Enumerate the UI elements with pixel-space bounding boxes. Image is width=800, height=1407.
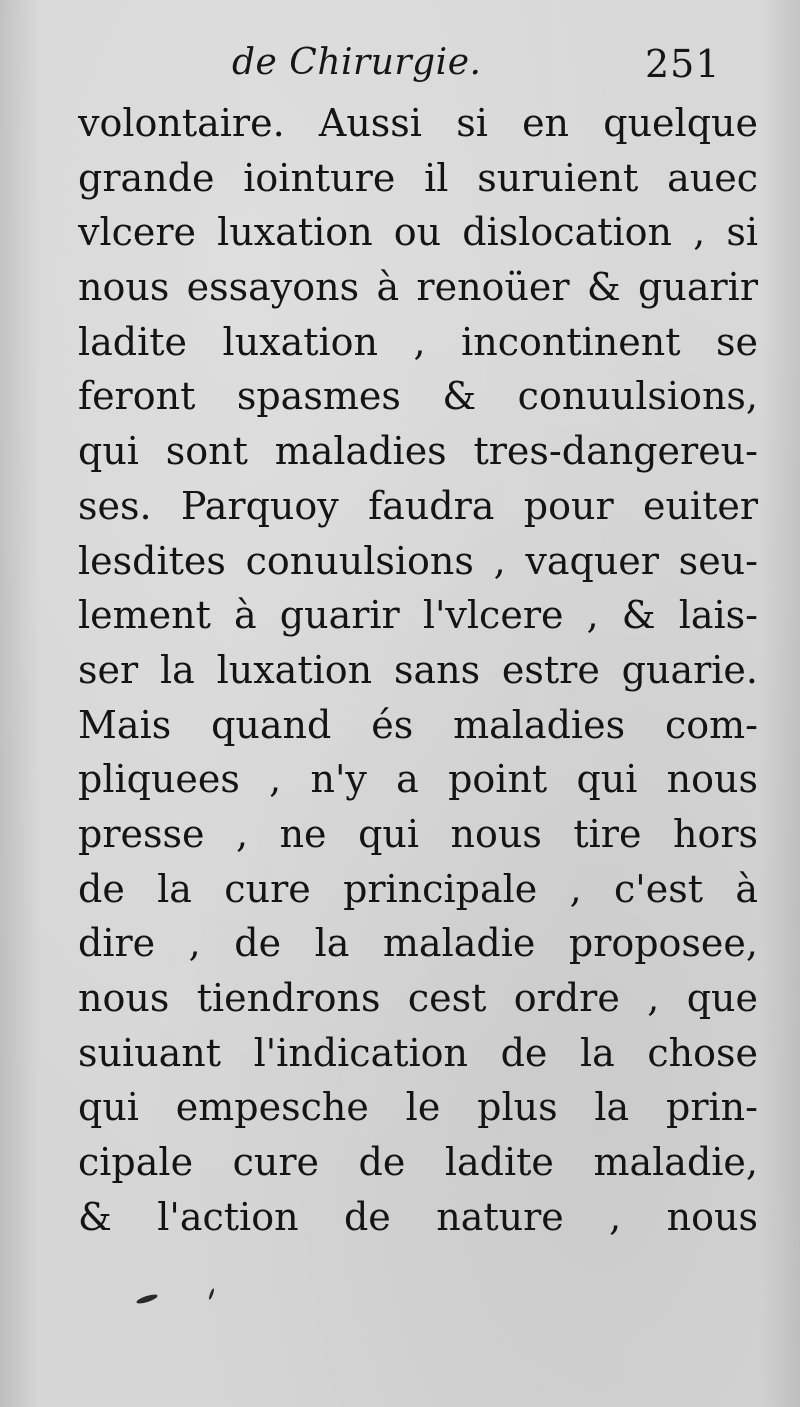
text-line: qui sont maladies tres-dangereu-: [78, 429, 758, 474]
text-line: feront spasmes & conuulsions,: [78, 374, 758, 419]
ink-speck: [208, 1288, 215, 1300]
text-line: de la cure principale , c'est à: [78, 866, 758, 911]
ink-speck: [136, 1293, 159, 1306]
text-line: pliquees , n'y a point qui nous: [78, 757, 758, 802]
text-line: & l'action de nature , nous: [78, 1194, 758, 1239]
text-line: volontaire. Aussi si en quelque: [78, 101, 758, 145]
text-line: cipale cure de ladite maladie,: [78, 1140, 758, 1185]
text-line: lement à guarir l'vlcere , & lais-: [78, 593, 758, 638]
text-line: Mais quand és maladies com-: [78, 702, 758, 747]
text-line: vlcere luxation ou dislocation , si: [78, 210, 758, 255]
text-line: suiuant l'indication de la chose: [78, 1030, 758, 1075]
text-line: dire , de la maladie proposee,: [78, 921, 758, 966]
text-line: lesdites conuulsions , vaquer seu-: [78, 538, 758, 583]
text-line: ladite luxation , incontinent se: [78, 319, 758, 364]
text-line: nous tiendrons cest ordre , que: [78, 976, 758, 1020]
text-line: qui empesche le plus la prin-: [78, 1085, 758, 1130]
running-head: [0, 42, 800, 92]
text-line: grande iointure il suruient auec: [78, 155, 758, 200]
running-head-title: de Chirurgie.: [232, 42, 482, 83]
text-line: ser la luxation sans estre guarie.: [78, 647, 758, 692]
text-line: nous essayons à renoüer & guarir: [78, 265, 758, 310]
page-number: 251: [645, 42, 721, 86]
text-line: presse , ne qui nous tire hors: [78, 811, 758, 856]
body-text: [78, 96, 758, 1244]
text-line: ses. Parquoy faudra pour euiter: [78, 483, 758, 528]
